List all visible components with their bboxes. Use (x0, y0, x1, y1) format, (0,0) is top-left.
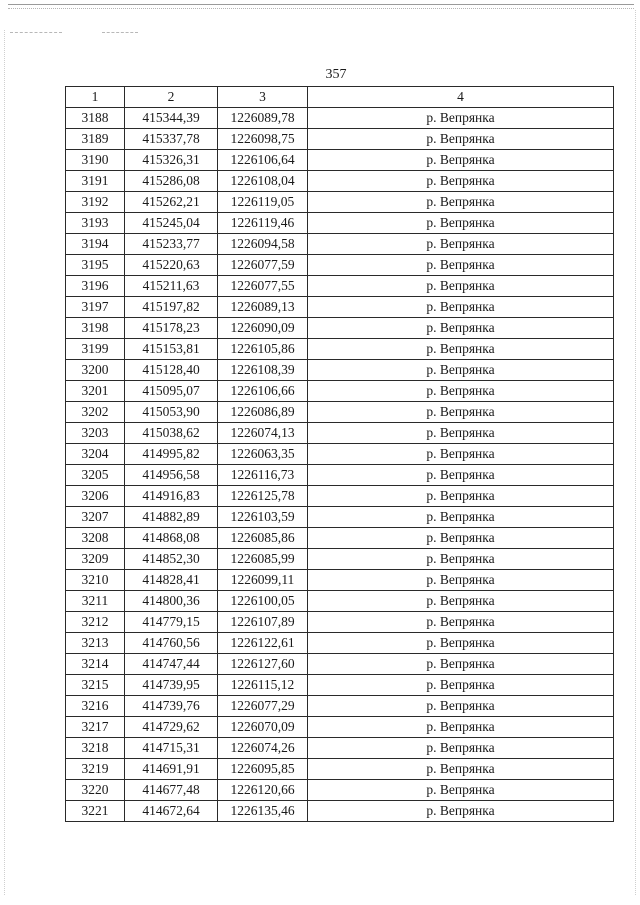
y-coordinate-cell: 1226125,78 (218, 486, 308, 507)
scan-artifact-dash (10, 32, 62, 33)
description-cell: р. Вепрянка (308, 234, 614, 255)
description-cell: р. Вепрянка (308, 717, 614, 738)
point-number-cell: 3212 (66, 612, 125, 633)
point-number-cell: 3194 (66, 234, 125, 255)
y-coordinate-cell: 1226108,04 (218, 171, 308, 192)
point-number-cell: 3195 (66, 255, 125, 276)
table-row (66, 465, 614, 486)
description-cell: р. Вепрянка (308, 507, 614, 528)
x-coordinate-cell: 414882,89 (125, 507, 218, 528)
description-cell: р. Вепрянка (308, 801, 614, 822)
description-cell: р. Вепрянка (308, 486, 614, 507)
y-coordinate-cell: 1226085,86 (218, 528, 308, 549)
point-number-cell: 3218 (66, 738, 125, 759)
table-row (66, 423, 614, 444)
description-cell: р. Вепрянка (308, 339, 614, 360)
table-row (66, 654, 614, 675)
table-row (66, 486, 614, 507)
table-row (66, 318, 614, 339)
table-row (66, 549, 614, 570)
table-row (66, 276, 614, 297)
table-row (66, 339, 614, 360)
y-coordinate-cell: 1226089,13 (218, 297, 308, 318)
table-row (66, 612, 614, 633)
table-row (66, 234, 614, 255)
table-row (66, 528, 614, 549)
table-row (66, 297, 614, 318)
description-cell: р. Вепрянка (308, 360, 614, 381)
point-number-cell: 3220 (66, 780, 125, 801)
table-row (66, 360, 614, 381)
y-coordinate-cell: 1226085,99 (218, 549, 308, 570)
x-coordinate-cell: 415211,63 (125, 276, 218, 297)
x-coordinate-cell: 414672,64 (125, 801, 218, 822)
coordinates-table (65, 86, 614, 822)
description-cell: р. Вепрянка (308, 654, 614, 675)
y-coordinate-cell: 1226119,05 (218, 192, 308, 213)
x-coordinate-cell: 415326,31 (125, 150, 218, 171)
point-number-cell: 3219 (66, 759, 125, 780)
y-coordinate-cell: 1226099,11 (218, 570, 308, 591)
description-cell: р. Вепрянка (308, 591, 614, 612)
point-number-cell: 3189 (66, 129, 125, 150)
column-header: 3 (218, 87, 308, 108)
y-coordinate-cell: 1226077,55 (218, 276, 308, 297)
y-coordinate-cell: 1226105,86 (218, 339, 308, 360)
description-cell: р. Вепрянка (308, 192, 614, 213)
description-cell: р. Вепрянка (308, 549, 614, 570)
description-cell: р. Вепрянка (308, 171, 614, 192)
description-cell: р. Вепрянка (308, 759, 614, 780)
description-cell: р. Вепрянка (308, 612, 614, 633)
table-row (66, 696, 614, 717)
point-number-cell: 3197 (66, 297, 125, 318)
scan-artifact-dash (102, 32, 138, 33)
description-cell: р. Вепрянка (308, 465, 614, 486)
y-coordinate-cell: 1226103,59 (218, 507, 308, 528)
table-row (66, 570, 614, 591)
description-cell: р. Вепрянка (308, 780, 614, 801)
x-coordinate-cell: 415095,07 (125, 381, 218, 402)
point-number-cell: 3207 (66, 507, 125, 528)
scan-edge-right (635, 10, 636, 895)
table-row (66, 402, 614, 423)
point-number-cell: 3202 (66, 402, 125, 423)
table-row (66, 633, 614, 654)
table-row (66, 213, 614, 234)
y-coordinate-cell: 1226120,66 (218, 780, 308, 801)
y-coordinate-cell: 1226089,78 (218, 108, 308, 129)
x-coordinate-cell: 415178,23 (125, 318, 218, 339)
table-row (66, 675, 614, 696)
table-row (66, 171, 614, 192)
point-number-cell: 3213 (66, 633, 125, 654)
y-coordinate-cell: 1226086,89 (218, 402, 308, 423)
x-coordinate-cell: 415233,77 (125, 234, 218, 255)
point-number-cell: 3206 (66, 486, 125, 507)
description-cell: р. Вепрянка (308, 108, 614, 129)
y-coordinate-cell: 1226116,73 (218, 465, 308, 486)
column-header: 1 (66, 87, 125, 108)
x-coordinate-cell: 414828,41 (125, 570, 218, 591)
x-coordinate-cell: 415053,90 (125, 402, 218, 423)
point-number-cell: 3221 (66, 801, 125, 822)
y-coordinate-cell: 1226108,39 (218, 360, 308, 381)
description-cell: р. Вепрянка (308, 675, 614, 696)
point-number-cell: 3200 (66, 360, 125, 381)
point-number-cell: 3208 (66, 528, 125, 549)
y-coordinate-cell: 1226106,64 (218, 150, 308, 171)
x-coordinate-cell: 414691,91 (125, 759, 218, 780)
y-coordinate-cell: 1226115,12 (218, 675, 308, 696)
description-cell: р. Вепрянка (308, 297, 614, 318)
point-number-cell: 3188 (66, 108, 125, 129)
y-coordinate-cell: 1226098,75 (218, 129, 308, 150)
point-number-cell: 3216 (66, 696, 125, 717)
point-number-cell: 3209 (66, 549, 125, 570)
description-cell: р. Вепрянка (308, 318, 614, 339)
y-coordinate-cell: 1226135,46 (218, 801, 308, 822)
point-number-cell: 3201 (66, 381, 125, 402)
x-coordinate-cell: 414739,95 (125, 675, 218, 696)
point-number-cell: 3203 (66, 423, 125, 444)
x-coordinate-cell: 415344,39 (125, 108, 218, 129)
x-coordinate-cell: 415153,81 (125, 339, 218, 360)
table-row (66, 801, 614, 822)
table-body (66, 108, 614, 822)
description-cell: р. Вепрянка (308, 633, 614, 654)
table-row (66, 444, 614, 465)
y-coordinate-cell: 1226119,46 (218, 213, 308, 234)
table-row (66, 192, 614, 213)
x-coordinate-cell: 414916,83 (125, 486, 218, 507)
description-cell: р. Вепрянка (308, 423, 614, 444)
point-number-cell: 3190 (66, 150, 125, 171)
x-coordinate-cell: 414715,31 (125, 738, 218, 759)
x-coordinate-cell: 414800,36 (125, 591, 218, 612)
description-cell: р. Вепрянка (308, 381, 614, 402)
x-coordinate-cell: 414779,15 (125, 612, 218, 633)
x-coordinate-cell: 415286,08 (125, 171, 218, 192)
description-cell: р. Вепрянка (308, 738, 614, 759)
point-number-cell: 3199 (66, 339, 125, 360)
column-header: 2 (125, 87, 218, 108)
table-row (66, 150, 614, 171)
x-coordinate-cell: 415245,04 (125, 213, 218, 234)
x-coordinate-cell: 415262,21 (125, 192, 218, 213)
table-row (66, 507, 614, 528)
point-number-cell: 3217 (66, 717, 125, 738)
table-row (66, 717, 614, 738)
table-row (66, 381, 614, 402)
point-number-cell: 3198 (66, 318, 125, 339)
x-coordinate-cell: 414760,56 (125, 633, 218, 654)
description-cell: р. Вепрянка (308, 528, 614, 549)
y-coordinate-cell: 1226077,29 (218, 696, 308, 717)
page-number: 357 (325, 67, 347, 82)
x-coordinate-cell: 415220,63 (125, 255, 218, 276)
table-row (66, 108, 614, 129)
table-header-row (66, 87, 614, 108)
description-cell: р. Вепрянка (308, 444, 614, 465)
y-coordinate-cell: 1226074,26 (218, 738, 308, 759)
table-row (66, 129, 614, 150)
description-cell: р. Вепрянка (308, 402, 614, 423)
x-coordinate-cell: 414868,08 (125, 528, 218, 549)
description-cell: р. Вепрянка (308, 255, 614, 276)
x-coordinate-cell: 414995,82 (125, 444, 218, 465)
y-coordinate-cell: 1226127,60 (218, 654, 308, 675)
scan-edge-top (8, 4, 634, 9)
scan-edge-left (4, 30, 5, 895)
y-coordinate-cell: 1226090,09 (218, 318, 308, 339)
x-coordinate-cell: 415128,40 (125, 360, 218, 381)
point-number-cell: 3193 (66, 213, 125, 234)
table-row (66, 759, 614, 780)
y-coordinate-cell: 1226074,13 (218, 423, 308, 444)
y-coordinate-cell: 1226107,89 (218, 612, 308, 633)
x-coordinate-cell: 415038,62 (125, 423, 218, 444)
y-coordinate-cell: 1226063,35 (218, 444, 308, 465)
description-cell: р. Вепрянка (308, 150, 614, 171)
description-cell: р. Вепрянка (308, 276, 614, 297)
table-row (66, 591, 614, 612)
x-coordinate-cell: 415337,78 (125, 129, 218, 150)
table-row (66, 780, 614, 801)
point-number-cell: 3211 (66, 591, 125, 612)
point-number-cell: 3196 (66, 276, 125, 297)
y-coordinate-cell: 1226095,85 (218, 759, 308, 780)
description-cell: р. Вепрянка (308, 129, 614, 150)
description-cell: р. Вепрянка (308, 696, 614, 717)
y-coordinate-cell: 1226094,58 (218, 234, 308, 255)
y-coordinate-cell: 1226070,09 (218, 717, 308, 738)
description-cell: р. Вепрянка (308, 570, 614, 591)
point-number-cell: 3210 (66, 570, 125, 591)
point-number-cell: 3214 (66, 654, 125, 675)
y-coordinate-cell: 1226106,66 (218, 381, 308, 402)
y-coordinate-cell: 1226122,61 (218, 633, 308, 654)
x-coordinate-cell: 414677,48 (125, 780, 218, 801)
x-coordinate-cell: 414852,30 (125, 549, 218, 570)
x-coordinate-cell: 414729,62 (125, 717, 218, 738)
point-number-cell: 3205 (66, 465, 125, 486)
point-number-cell: 3215 (66, 675, 125, 696)
point-number-cell: 3191 (66, 171, 125, 192)
table-row (66, 738, 614, 759)
y-coordinate-cell: 1226077,59 (218, 255, 308, 276)
point-number-cell: 3204 (66, 444, 125, 465)
x-coordinate-cell: 415197,82 (125, 297, 218, 318)
x-coordinate-cell: 414956,58 (125, 465, 218, 486)
column-header: 4 (308, 87, 614, 108)
x-coordinate-cell: 414739,76 (125, 696, 218, 717)
point-number-cell: 3192 (66, 192, 125, 213)
y-coordinate-cell: 1226100,05 (218, 591, 308, 612)
table-row (66, 255, 614, 276)
x-coordinate-cell: 414747,44 (125, 654, 218, 675)
description-cell: р. Вепрянка (308, 213, 614, 234)
